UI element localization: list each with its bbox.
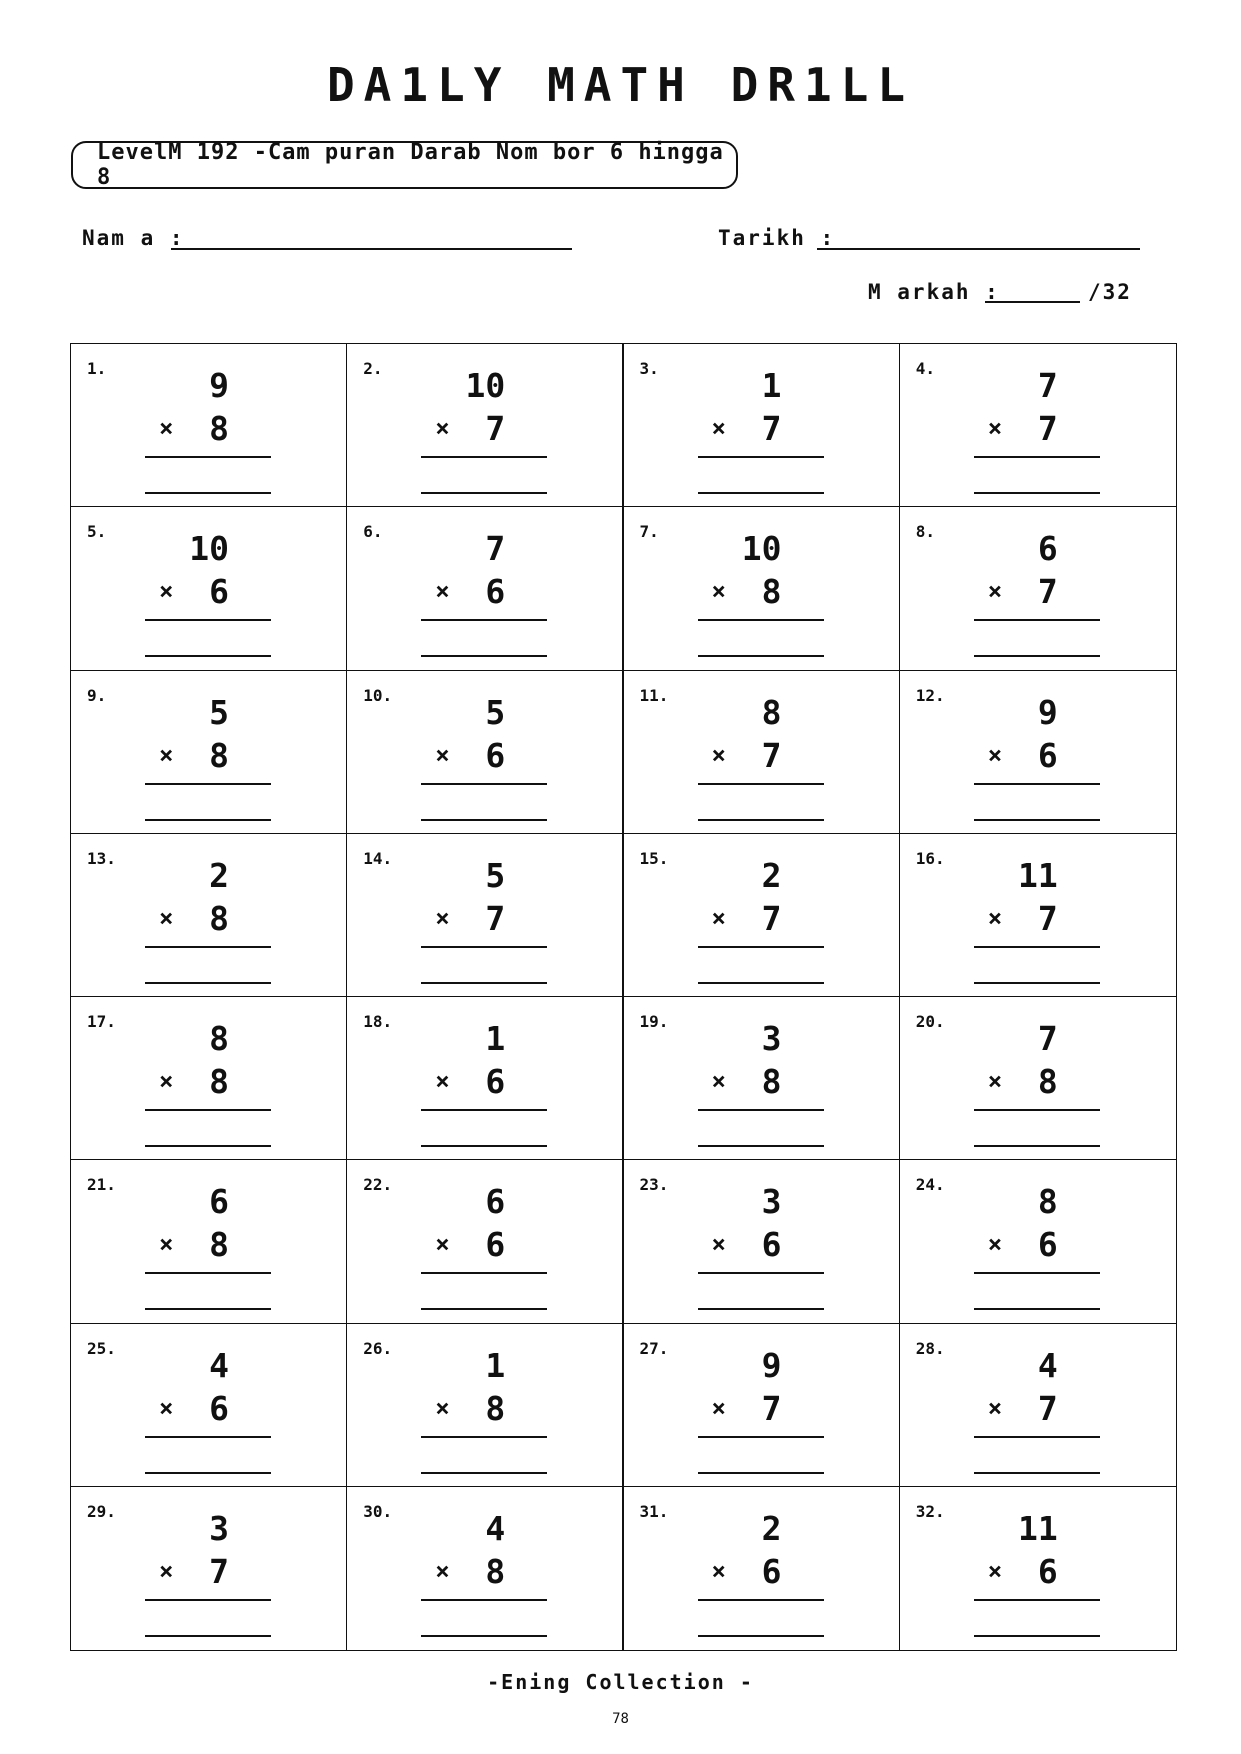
- multiplier: 8: [485, 1388, 506, 1428]
- operation-rule: [698, 1599, 824, 1601]
- multiplier: 8: [1037, 1062, 1058, 1101]
- multiplicand: 9: [209, 366, 229, 405]
- multiplier: 7: [1037, 1388, 1058, 1428]
- multiply-sign: ×: [159, 740, 174, 769]
- operation-rule: [145, 456, 271, 458]
- multiplicand: 4: [485, 1508, 506, 1548]
- operation-rule: [421, 1436, 547, 1438]
- problem-number: 3.: [639, 359, 659, 378]
- operation-rule: [974, 1599, 1100, 1601]
- multiply-sign: ×: [711, 740, 726, 769]
- operation-rule: [421, 1109, 547, 1111]
- problem-cell: [624, 1324, 900, 1487]
- problem-number: 28.: [915, 1338, 945, 1358]
- problem-number: 27.: [639, 1338, 669, 1358]
- problem-cell: [347, 507, 623, 670]
- multiply-sign: ×: [159, 414, 174, 442]
- multiplicand: 11: [1018, 1508, 1058, 1548]
- problem-number: 8.: [915, 522, 936, 542]
- answer-field[interactable]: [145, 1635, 271, 1637]
- operation-rule: [698, 783, 824, 785]
- answer-field[interactable]: [974, 655, 1100, 657]
- operation-rule: [698, 1109, 824, 1111]
- problem-number: 11.: [639, 685, 669, 705]
- problem-cell: [71, 671, 347, 834]
- problem-cell: [71, 834, 347, 997]
- problem-cell: [900, 671, 1176, 834]
- operation-rule: [145, 1109, 271, 1111]
- answer-field[interactable]: [145, 982, 271, 984]
- multiplicand: 11: [1018, 855, 1058, 895]
- multiplicand: 7: [485, 529, 506, 569]
- problem-cell: [900, 997, 1176, 1160]
- multiplier: 8: [485, 1551, 506, 1591]
- multiply-sign: ×: [987, 1067, 1003, 1095]
- multiplicand: 6: [1037, 529, 1058, 569]
- operation-rule: [145, 946, 271, 948]
- problem-cell: [71, 1324, 347, 1487]
- problem-cell: [624, 671, 900, 834]
- problem-number: 13.: [87, 848, 116, 868]
- multiplicand: 1: [761, 366, 782, 405]
- answer-field[interactable]: [421, 1635, 547, 1637]
- problem-cell: [900, 344, 1176, 507]
- operation-rule: [974, 1109, 1100, 1111]
- multiplicand: 8: [1037, 1182, 1058, 1222]
- answer-field[interactable]: [421, 492, 547, 494]
- multiplier: 6: [209, 572, 229, 612]
- multiply-sign: ×: [159, 1230, 174, 1259]
- answer-field[interactable]: [145, 1145, 271, 1147]
- level-text: LevelM 192 -Cam puran Darab Nom bor 6 hingga 8: [97, 140, 724, 190]
- problem-number: 14.: [363, 848, 393, 868]
- answer-field[interactable]: [974, 982, 1100, 984]
- problem-cell: [71, 344, 347, 507]
- multiplier: 6: [485, 1225, 506, 1265]
- multiply-sign: ×: [711, 1230, 726, 1259]
- operation-rule: [698, 619, 824, 621]
- multiply-sign: ×: [435, 740, 450, 769]
- operation-rule: [145, 1436, 271, 1438]
- multiplier: 7: [485, 898, 506, 938]
- problem-cell: [900, 507, 1176, 670]
- answer-field[interactable]: [145, 1308, 271, 1310]
- multiplier: 6: [761, 1551, 782, 1591]
- answer-field[interactable]: [974, 492, 1100, 494]
- operation-rule: [974, 1272, 1100, 1274]
- answer-field[interactable]: [421, 982, 547, 984]
- problem-number: 9.: [87, 685, 107, 705]
- multiplicand: 10: [465, 366, 506, 405]
- multiplicand: 10: [189, 529, 229, 569]
- date-field[interactable]: [817, 248, 1140, 250]
- operation-rule: [421, 1272, 547, 1274]
- problem-cell: [347, 1160, 623, 1323]
- multiply-sign: ×: [435, 1393, 450, 1422]
- multiplicand: 6: [485, 1182, 506, 1222]
- multiplicand: 1: [485, 1345, 506, 1385]
- multiplicand: 9: [761, 1345, 782, 1385]
- operation-rule: [974, 1436, 1100, 1438]
- problem-cell: [347, 834, 623, 997]
- operation-rule: [421, 783, 547, 785]
- operation-rule: [974, 946, 1100, 948]
- multiplicand: 2: [761, 855, 782, 895]
- multiply-sign: ×: [435, 414, 450, 442]
- multiplicand: 3: [209, 1508, 229, 1548]
- page-number: 78: [612, 1711, 629, 1727]
- problem-number: 15.: [639, 848, 669, 868]
- problem-cell: [624, 1487, 900, 1650]
- problem-number: 25.: [87, 1338, 116, 1358]
- multiply-sign: ×: [711, 1393, 726, 1422]
- multiplier: 7: [761, 1388, 782, 1428]
- score-field[interactable]: [985, 301, 1080, 303]
- operation-rule: [145, 619, 271, 621]
- operation-rule: [421, 456, 547, 458]
- multiply-sign: ×: [159, 1393, 174, 1422]
- problem-number: 6.: [363, 522, 383, 542]
- answer-field[interactable]: [698, 1635, 824, 1637]
- answer-field[interactable]: [421, 819, 547, 821]
- multiply-sign: ×: [711, 577, 726, 606]
- operation-rule: [974, 456, 1100, 458]
- operation-rule: [145, 1272, 271, 1274]
- multiplicand: 3: [761, 1182, 782, 1222]
- problem-cell: [624, 344, 900, 507]
- problem-cell: [347, 344, 623, 507]
- score-total: /32: [1088, 280, 1132, 304]
- answer-field[interactable]: [421, 1308, 547, 1310]
- multiplier: 7: [1037, 898, 1058, 938]
- multiply-sign: ×: [435, 903, 450, 932]
- level-label: [71, 141, 738, 189]
- problem-number: 10.: [363, 685, 393, 705]
- multiplier: 8: [209, 1062, 229, 1101]
- problem-number: 21.: [87, 1175, 116, 1195]
- footer: -Ening Collection -: [487, 1670, 754, 1694]
- problem-number: 18.: [363, 1012, 393, 1031]
- answer-field[interactable]: [145, 655, 271, 657]
- multiply-sign: ×: [711, 903, 726, 932]
- problem-cell: [900, 1487, 1176, 1650]
- multiply-sign: ×: [987, 1556, 1003, 1585]
- operation-rule: [698, 456, 824, 458]
- problem-cell: [71, 507, 347, 670]
- multiply-sign: ×: [711, 414, 726, 442]
- multiplier: 7: [485, 409, 506, 448]
- problem-cell: [900, 1160, 1176, 1323]
- operation-rule: [698, 1272, 824, 1274]
- problem-cell: [71, 997, 347, 1160]
- answer-field[interactable]: [974, 1145, 1100, 1147]
- multiply-sign: ×: [987, 740, 1003, 769]
- answer-field[interactable]: [145, 492, 271, 494]
- operation-rule: [698, 946, 824, 948]
- answer-field[interactable]: [421, 1145, 547, 1147]
- multiply-sign: ×: [159, 577, 174, 606]
- multiply-sign: ×: [435, 1067, 450, 1095]
- multiply-sign: ×: [987, 1230, 1003, 1259]
- problem-number: 7.: [639, 522, 659, 542]
- problem-cell: [347, 1487, 623, 1650]
- problem-cell: [624, 997, 900, 1160]
- multiplicand: 7: [1037, 366, 1058, 405]
- multiply-sign: ×: [987, 577, 1003, 606]
- problem-number: 22.: [363, 1175, 393, 1195]
- multiplicand: 2: [209, 855, 229, 895]
- multiplicand: 1: [485, 1019, 506, 1058]
- problem-number: 5.: [87, 522, 107, 542]
- answer-field[interactable]: [145, 1472, 271, 1474]
- multiplier: 7: [1037, 572, 1058, 612]
- multiplicand: 5: [485, 692, 506, 732]
- answer-field[interactable]: [698, 1472, 824, 1474]
- problem-cell: [624, 1160, 900, 1323]
- multiplier: 6: [485, 1062, 506, 1101]
- multiplicand: 9: [1037, 692, 1058, 732]
- operation-rule: [145, 1599, 271, 1601]
- multiply-sign: ×: [435, 1556, 450, 1585]
- score-label: M arkah :: [868, 280, 1000, 304]
- answer-field[interactable]: [698, 655, 824, 657]
- operation-rule: [421, 1599, 547, 1601]
- answer-field[interactable]: [698, 819, 824, 821]
- multiplier: 8: [209, 898, 229, 938]
- problem-number: 16.: [915, 848, 945, 868]
- problem-number: 23.: [639, 1175, 669, 1195]
- multiplier: 6: [1037, 1225, 1058, 1265]
- multiplier: 6: [1037, 1551, 1058, 1591]
- multiplicand: 7: [1037, 1019, 1058, 1058]
- problem-cell: [624, 834, 900, 997]
- problem-number: 29.: [87, 1501, 116, 1521]
- multiply-sign: ×: [711, 1556, 726, 1585]
- multiplier: 7: [761, 735, 782, 775]
- problem-cell: [347, 997, 623, 1160]
- problem-number: 4.: [915, 359, 936, 378]
- problem-number: 32.: [915, 1501, 945, 1521]
- multiplicand: 5: [485, 855, 506, 895]
- problem-number: 12.: [915, 685, 945, 705]
- multiplier: 8: [761, 572, 782, 612]
- answer-field[interactable]: [974, 1308, 1100, 1310]
- multiplicand: 8: [761, 692, 782, 732]
- multiplier: 7: [761, 409, 782, 448]
- answer-field[interactable]: [698, 1145, 824, 1147]
- operation-rule: [145, 783, 271, 785]
- problem-grid: [70, 343, 1177, 1651]
- problem-cell: [71, 1487, 347, 1650]
- multiply-sign: ×: [987, 414, 1003, 442]
- multiply-sign: ×: [711, 1067, 726, 1095]
- name-field[interactable]: [171, 248, 572, 250]
- multiplier: 6: [209, 1388, 229, 1428]
- multiplier: 6: [1037, 735, 1058, 775]
- multiply-sign: ×: [987, 1393, 1003, 1422]
- page-title: DA1LY MATH DR1LL: [326, 58, 915, 112]
- operation-rule: [421, 946, 547, 948]
- answer-field[interactable]: [974, 819, 1100, 821]
- answer-field[interactable]: [145, 819, 271, 821]
- answer-field[interactable]: [698, 492, 824, 494]
- problem-number: 31.: [639, 1501, 669, 1521]
- multiplier: 6: [761, 1225, 782, 1265]
- multiplier: 7: [209, 1551, 229, 1591]
- problem-number: 24.: [915, 1175, 945, 1195]
- answer-field[interactable]: [698, 982, 824, 984]
- date-label: Tarikh :: [718, 226, 836, 250]
- multiplicand: 5: [209, 692, 229, 732]
- multiply-sign: ×: [435, 577, 450, 606]
- problem-cell: [347, 1324, 623, 1487]
- multiplier: 8: [761, 1062, 782, 1101]
- multiply-sign: ×: [987, 903, 1003, 932]
- answer-field[interactable]: [974, 1472, 1100, 1474]
- problem-cell: [624, 507, 900, 670]
- operation-rule: [974, 783, 1100, 785]
- problem-number: 19.: [639, 1012, 669, 1031]
- multiplicand: 6: [209, 1182, 229, 1222]
- problem-number: 1.: [87, 359, 107, 378]
- multiply-sign: ×: [159, 1556, 174, 1585]
- problem-cell: [900, 834, 1176, 997]
- multiplicand: 3: [761, 1019, 782, 1058]
- problem-number: 17.: [87, 1012, 116, 1031]
- answer-field[interactable]: [421, 655, 547, 657]
- multiply-sign: ×: [159, 903, 174, 932]
- problem-cell: [347, 671, 623, 834]
- problem-number: 26.: [363, 1338, 393, 1358]
- multiplier: 6: [485, 572, 506, 612]
- problem-number: 20.: [915, 1012, 945, 1031]
- name-label: Nam a :: [82, 226, 185, 250]
- answer-field[interactable]: [698, 1308, 824, 1310]
- multiplier: 8: [209, 409, 229, 448]
- multiplier: 7: [761, 898, 782, 938]
- answer-field[interactable]: [421, 1472, 547, 1474]
- multiply-sign: ×: [435, 1230, 450, 1259]
- multiplicand: 4: [1037, 1345, 1058, 1385]
- multiplier: 6: [485, 735, 506, 775]
- multiplier: 8: [209, 735, 229, 775]
- multiplicand: 10: [741, 529, 782, 569]
- operation-rule: [974, 619, 1100, 621]
- multiply-sign: ×: [159, 1067, 174, 1095]
- multiplier: 8: [209, 1225, 229, 1265]
- problem-number: 30.: [363, 1501, 393, 1521]
- problem-cell: [900, 1324, 1176, 1487]
- problem-cell: [71, 1160, 347, 1323]
- answer-field[interactable]: [974, 1635, 1100, 1637]
- multiplicand: 4: [209, 1345, 229, 1385]
- operation-rule: [698, 1436, 824, 1438]
- multiplicand: 8: [209, 1019, 229, 1058]
- operation-rule: [421, 619, 547, 621]
- problem-number: 2.: [363, 359, 383, 378]
- multiplicand: 2: [761, 1508, 782, 1548]
- multiplier: 7: [1037, 409, 1058, 448]
